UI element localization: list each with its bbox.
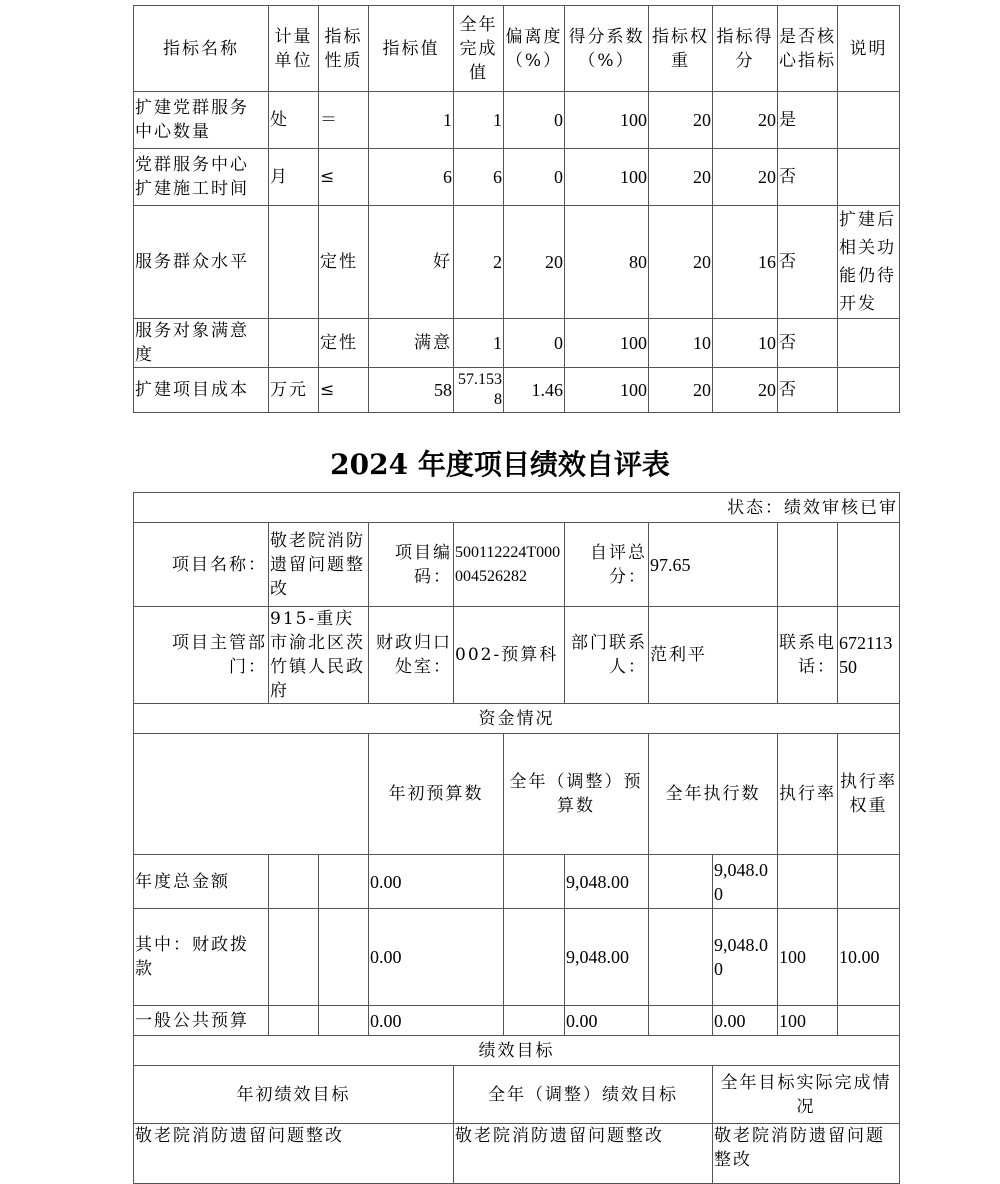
funds-weight	[838, 855, 900, 909]
funds-weight: 10.00	[838, 909, 900, 1006]
project-name: 敬老院消防遗留问题整改	[269, 523, 369, 607]
funds-initial: 0.00	[369, 909, 504, 1006]
self-score: 97.65	[649, 523, 778, 607]
indicator-unit: 处	[269, 92, 319, 149]
indicator-nature: 定性	[319, 206, 369, 319]
indicator-value: 满意	[369, 319, 454, 368]
indicator-nature: ＝	[319, 92, 369, 149]
table-row	[134, 368, 900, 413]
contact-label: 部门联系人：	[565, 607, 649, 704]
indicator-value: 6	[369, 149, 454, 206]
indicator-name: 服务对象满意度	[134, 319, 269, 368]
page-title: 2024 年度项目绩效自评表	[330, 448, 670, 481]
indicator-score: 10	[713, 319, 778, 368]
funds-rate	[778, 855, 838, 909]
indicator-coef: 100	[565, 319, 649, 368]
indicator-coef: 100	[565, 368, 649, 413]
funds-initial: 0.00	[369, 855, 504, 909]
header-cell: 偏离度（%）	[504, 6, 565, 92]
contact-person: 范利平	[649, 607, 778, 704]
header-cell: 得分系数（%）	[565, 6, 649, 92]
indicator-unit: 万元	[269, 368, 319, 413]
score-label: 自评总分：	[565, 523, 649, 607]
department-info-row	[134, 607, 900, 704]
perf-col-header: 年初绩效目标	[134, 1066, 454, 1124]
indicator-core: 否	[778, 149, 838, 206]
indicator-weight: 20	[649, 92, 713, 149]
header-cell: 指标性质	[319, 6, 369, 92]
funds-row-label: 一般公共预算	[134, 1006, 269, 1036]
indicator-actual: 1	[454, 319, 504, 368]
indicator-actual: 6	[454, 149, 504, 206]
indicator-coef: 100	[565, 149, 649, 206]
indicator-value: 1	[369, 92, 454, 149]
phone: 67211350	[838, 607, 900, 704]
indicator-unit	[269, 206, 319, 319]
indicator-value: 好	[369, 206, 454, 319]
funds-rate: 100	[778, 1006, 838, 1036]
indicator-weight: 20	[649, 149, 713, 206]
self-evaluation-form	[133, 492, 900, 1184]
indicator-nature: 定性	[319, 319, 369, 368]
funds-adjusted: 9,048.00	[565, 855, 649, 909]
funds-adjusted: 0.00	[565, 1006, 649, 1036]
table-row	[134, 909, 900, 1006]
perf-adjusted-target: 敬老院消防遗留问题整改	[454, 1124, 713, 1184]
indicator-deviation: 1.46	[504, 368, 565, 413]
status-badge: 状态：绩效审核已审	[134, 493, 900, 523]
funds-col-header: 执行率	[778, 734, 838, 855]
funds-col-header: 执行率权重	[838, 734, 900, 855]
phone-label: 联系电话：	[778, 607, 838, 704]
indicator-actual: 57.1538	[454, 368, 504, 413]
project-info-row	[134, 523, 900, 607]
indicator-table	[133, 5, 900, 413]
header-cell: 全年完成值	[454, 6, 504, 92]
indicator-unit: 月	[269, 149, 319, 206]
perf-col-header: 全年（调整）绩效目标	[454, 1066, 713, 1124]
indicator-core: 否	[778, 206, 838, 319]
funds-section-header: 资金情况	[134, 704, 900, 734]
indicator-score: 16	[713, 206, 778, 319]
dept-label: 项目主管部门：	[134, 607, 269, 704]
indicator-name: 扩建党群服务中心数量	[134, 92, 269, 149]
indicator-name: 服务群众水平	[134, 206, 269, 319]
indicator-weight: 10	[649, 319, 713, 368]
project-code-label: 项目编码：	[369, 523, 454, 607]
project-name-label: 项目名称：	[134, 523, 269, 607]
funds-initial: 0.00	[369, 1006, 504, 1036]
indicator-coef: 80	[565, 206, 649, 319]
perf-actual-completion: 敬老院消防遗留问题整改	[713, 1124, 900, 1184]
table-row	[134, 319, 900, 368]
indicator-deviation: 0	[504, 149, 565, 206]
finance-label: 财政归口处室：	[369, 607, 454, 704]
funds-executed: 9,048.00	[713, 855, 778, 909]
indicator-name: 党群服务中心扩建施工时间	[134, 149, 269, 206]
indicator-deviation: 20	[504, 206, 565, 319]
table-row	[134, 1006, 900, 1036]
indicator-deviation: 0	[504, 92, 565, 149]
dept: 915-重庆市渝北区茨竹镇人民政府	[269, 607, 369, 704]
perf-section-header: 绩效目标	[134, 1036, 900, 1066]
funds-executed: 0.00	[713, 1006, 778, 1036]
table-row	[134, 855, 900, 909]
perf-initial-target: 敬老院消防遗留问题整改	[134, 1124, 454, 1184]
indicator-value: 58	[369, 368, 454, 413]
header-cell: 说明	[838, 6, 900, 92]
perf-header-row	[134, 1066, 900, 1124]
indicator-core: 否	[778, 368, 838, 413]
indicator-score: 20	[713, 368, 778, 413]
header-cell: 指标权重	[649, 6, 713, 92]
indicator-weight: 20	[649, 206, 713, 319]
funds-rate: 100	[778, 909, 838, 1006]
funds-adjusted: 9,048.00	[565, 909, 649, 1006]
header-cell: 指标值	[369, 6, 454, 92]
funds-row-label: 其中：财政拨款	[134, 909, 269, 1006]
funds-col-header: 全年（调整）预算数	[504, 734, 649, 855]
indicator-unit	[269, 319, 319, 368]
indicator-nature: ≤	[319, 368, 369, 413]
table-row	[134, 206, 900, 319]
table-row	[134, 1124, 900, 1184]
indicator-note	[838, 319, 900, 368]
indicator-header-row	[134, 6, 900, 92]
finance-office: 002-预算科	[454, 607, 565, 704]
indicator-score: 20	[713, 149, 778, 206]
table-row	[134, 149, 900, 206]
header-cell: 指标名称	[134, 6, 269, 92]
indicator-note	[838, 368, 900, 413]
funds-col-header: 全年执行数	[649, 734, 778, 855]
indicator-nature: ≤	[319, 149, 369, 206]
table-row	[134, 92, 900, 149]
header-cell: 指标得分	[713, 6, 778, 92]
indicator-actual: 2	[454, 206, 504, 319]
perf-col-header: 全年目标实际完成情况	[713, 1066, 900, 1124]
indicator-note	[838, 149, 900, 206]
indicator-deviation: 0	[504, 319, 565, 368]
funds-executed: 9,048.00	[713, 909, 778, 1006]
indicator-core: 否	[778, 319, 838, 368]
funds-row-label: 年度总金额	[134, 855, 269, 909]
indicator-note: 扩建后相关功能仍待开发	[838, 206, 900, 319]
funds-col-header: 年初预算数	[369, 734, 504, 855]
funds-header-row	[134, 734, 900, 855]
header-cell: 是否核心指标	[778, 6, 838, 92]
project-code: 500112224T000004526282	[454, 523, 565, 607]
indicator-actual: 1	[454, 92, 504, 149]
indicator-coef: 100	[565, 92, 649, 149]
indicator-weight: 20	[649, 368, 713, 413]
funds-weight	[838, 1006, 900, 1036]
indicator-note	[838, 92, 900, 149]
indicator-name: 扩建项目成本	[134, 368, 269, 413]
indicator-core: 是	[778, 92, 838, 149]
header-cell: 计量单位	[269, 6, 319, 92]
indicator-score: 20	[713, 92, 778, 149]
